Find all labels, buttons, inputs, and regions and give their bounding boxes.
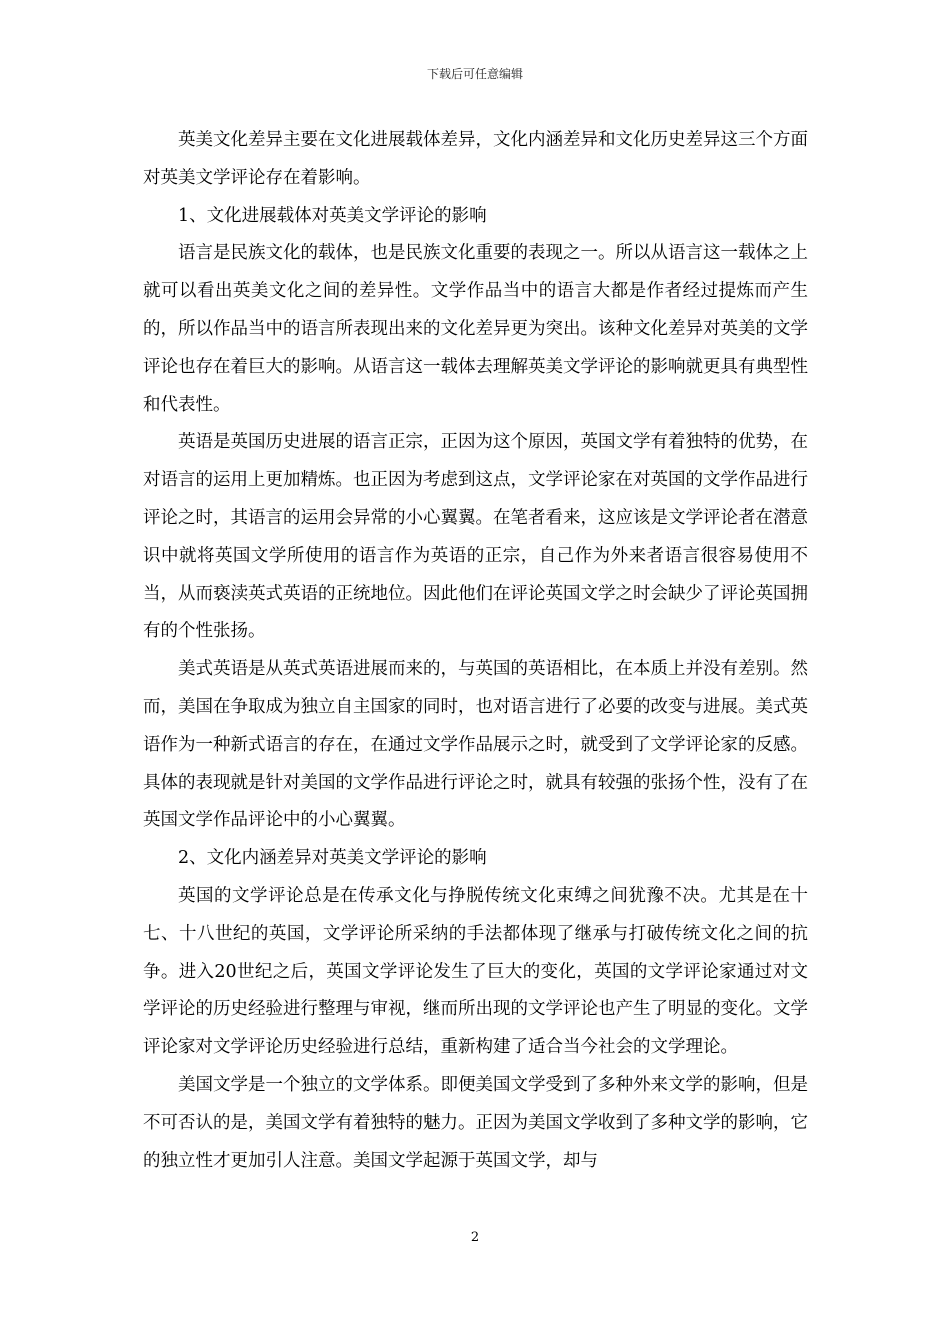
paragraph: 美式英语是从英式英语进展而来的，与英国的英语相比，在本质上并没有差别。然而，美国在争取成为独立自主国家的同时，也对语言进行了必要的改变与进展。美式英语作为一种新式语言的存在，在通过文学作品展示之时，就受到了文学评论家的反感。具体的表现就是针对美国的文学作品进行评论之时，就具有较强的张扬个性，没有了在英国文学作品评论中的小心翼翼。 — [143, 659, 808, 831]
paragraph: 英国的文学评论总是在传承文化与挣脱传统文化束缚之间犹豫不决。尤其是在十七、十八世纪的英国，文学评论所采纳的手法都体现了继承与打破传统文化之间的抗争。进入20世纪之后，英国文学评论发生了巨大的变化，英国的文学评论家通过对文学评论的历史经验进行整理与审视，继而所出现的文学评论也产生了明显的变化。文学评论家对文学评论历史经验进行总结，重新构建了适合当今社会的文学理论。 — [143, 885, 808, 1058]
section-heading-2: 2、文化内涵差异对英美文学评论的影响 — [178, 848, 487, 869]
document-body — [143, 122, 808, 1180]
page-number: 2 — [470, 1230, 480, 1245]
paragraph: 语言是民族文化的载体，也是民族文化重要的表现之一。所以从语言这一载体之上就可以看出英美文化之间的差异性。文学作品当中的语言大都是作者经过提炼而产生的，所以作品当中的语言所表现出来的文化差异更为突出。该种文化差异对英美的文学评论也存在着巨大的影响。从语言这一载体去理解英美文学评论的影响就更具有典型性和代表性。 — [143, 243, 808, 415]
paragraph: 美国文学是一个独立的文学体系。即便美国文学受到了多种外来文学的影响，但是不可否认的是，美国文学有着独特的魅力。正因为美国文学收到了多种文学的影响，它的独立性才更加引人注意。美国文学起源于英国文学，却与 — [143, 1074, 808, 1171]
section-heading-1: 1、文化进展载体对英美文学评论的影响 — [178, 205, 487, 226]
paragraph-intro: 英美文化差异主要在文化进展载体差异，文化内涵差异和文化历史差异这三个方面对英美文学评论存在着影响。 — [143, 130, 808, 188]
paragraph: 英语是英国历史进展的语言正宗，正因为这个原因，英国文学有着独特的优势，在对语言的运用上更加精炼。也正因为考虑到这点，文学评论家在对英国的文学作品进行评论之时，其语言的运用会异常的小心翼翼。在笔者看来，这应该是文学评论者在潜意识中就将英国文学所使用的语言作为英语的正宗，自己作为外来者语言很容易使用不当，从而亵渎英式英语的正统地位。因此他们在评论英国文学之时会缺少了评论英国拥有的个性张扬。 — [143, 432, 808, 642]
page-header: 下载后可任意编辑 — [426, 67, 523, 81]
